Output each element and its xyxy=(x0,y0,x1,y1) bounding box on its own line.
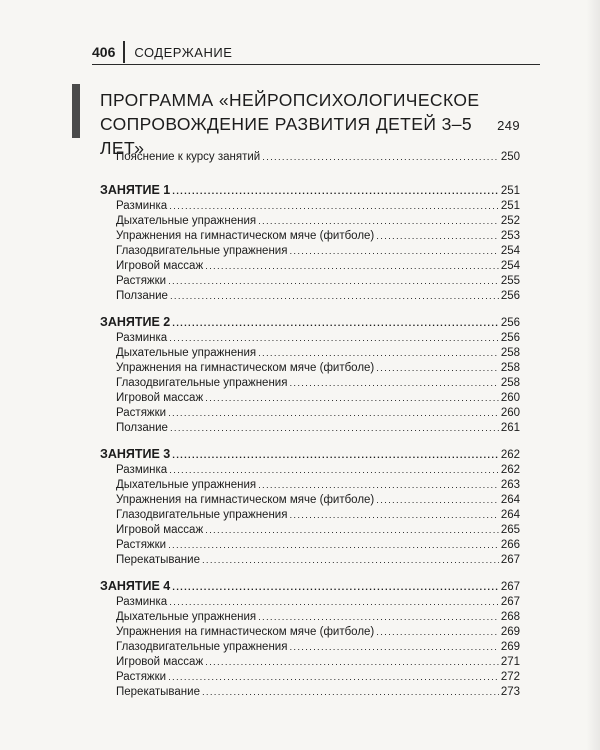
section-marker-bar xyxy=(72,84,80,138)
page-number: 406 xyxy=(92,44,116,60)
leader-dots xyxy=(289,640,498,655)
leader-dots xyxy=(170,421,499,436)
toc-entry-label: Ползание xyxy=(116,290,168,302)
toc-entry-label: Глазодвигательные упражнения xyxy=(116,641,288,653)
toc-entry[interactable] xyxy=(100,625,520,640)
toc-entry-page: 254 xyxy=(500,260,520,272)
leader-dots xyxy=(376,493,499,508)
toc-entry-page: 269 xyxy=(500,641,520,653)
toc-entry-page: 272 xyxy=(500,671,520,683)
toc-entry-page: 273 xyxy=(500,686,520,698)
toc-entry[interactable] xyxy=(100,391,520,406)
toc-entry-label: Растяжки xyxy=(116,275,167,287)
toc-entry-label: Игровой массаж xyxy=(116,392,204,404)
toc-entry[interactable] xyxy=(100,508,520,523)
toc-entry[interactable] xyxy=(100,259,520,274)
lesson-title: ЗАНЯТИЕ 3 xyxy=(100,447,171,461)
toc-entry-page: 256 xyxy=(500,290,520,302)
leader-dots xyxy=(168,538,499,553)
toc-entry-label: Игровой массаж xyxy=(116,524,204,536)
lesson-title: ЗАНЯТИЕ 2 xyxy=(100,315,171,329)
lesson-2 xyxy=(100,314,520,436)
toc-entry-page: 263 xyxy=(500,479,520,491)
toc-entry-page: 252 xyxy=(500,215,520,227)
toc-entry[interactable] xyxy=(100,244,520,259)
toc-entry-label: Упражнения на гимнастическом мяче (фитболе) xyxy=(116,494,375,506)
toc-entry-label: Разминка xyxy=(116,464,168,476)
program-title-line-1: ПРОГРАММА «НЕЙРОПСИХОЛОГИЧЕСКОЕ xyxy=(100,90,480,110)
toc-entry-label: Дыхательные упражнения xyxy=(116,611,257,623)
toc-entry[interactable] xyxy=(100,199,520,214)
leader-dots xyxy=(376,361,499,376)
toc-entry-page: 258 xyxy=(500,362,520,374)
lesson-heading[interactable] xyxy=(100,314,520,331)
toc-entry[interactable] xyxy=(100,289,520,304)
toc-entry-label: Перекатывание xyxy=(116,686,200,698)
leader-dots xyxy=(258,478,499,493)
toc-entry-page: 267 xyxy=(500,596,520,608)
toc-entry-label: Игровой массаж xyxy=(116,260,204,272)
toc-entry-page: 258 xyxy=(500,377,520,389)
leader-dots xyxy=(205,523,499,538)
lesson-page: 267 xyxy=(500,581,520,593)
leader-dots xyxy=(289,376,498,391)
program-title-line-2: СОПРОВОЖДЕНИЕ РАЗВИТИЯ ДЕТЕЙ 3–5 ЛЕТ» xyxy=(100,114,472,158)
toc-entry-label: Упражнения на гимнастическом мяче (фитболе) xyxy=(116,362,375,374)
toc-entry-page: 269 xyxy=(500,626,520,638)
leader-dots xyxy=(258,214,499,229)
leader-dots xyxy=(289,244,498,259)
page-fold-shadow xyxy=(586,0,600,750)
toc-entry-page: 261 xyxy=(500,422,520,434)
toc-entry-page: 271 xyxy=(500,656,520,668)
toc-intro xyxy=(100,150,520,165)
toc-entry[interactable] xyxy=(100,610,520,625)
toc-entry-page: 268 xyxy=(500,611,520,623)
toc-entry-page: 262 xyxy=(500,464,520,476)
toc-entry-label: Дыхательные упражнения xyxy=(116,215,257,227)
leader-dots xyxy=(169,331,499,346)
leader-dots xyxy=(258,346,499,361)
toc-entry[interactable] xyxy=(100,685,520,700)
toc-entry-label: Разминка xyxy=(116,332,168,344)
toc-entry-label: Разминка xyxy=(116,596,168,608)
program-page: 249 xyxy=(497,118,520,133)
leader-dots xyxy=(170,289,499,304)
lesson-heading[interactable] xyxy=(100,182,520,199)
toc-entry-label: Упражнения на гимнастическом мяче (фитболе) xyxy=(116,626,375,638)
leader-dots xyxy=(205,391,499,406)
leader-dots xyxy=(262,150,499,165)
toc-entry-page: 250 xyxy=(500,151,520,163)
header-divider xyxy=(123,41,125,63)
toc-entry-label: Глазодвигательные упражнения xyxy=(116,245,288,257)
toc-entry[interactable] xyxy=(100,670,520,685)
lesson-title: ЗАНЯТИЕ 1 xyxy=(100,183,171,197)
toc-entry-page: 266 xyxy=(500,539,520,551)
leader-dots xyxy=(169,199,499,214)
leader-dots xyxy=(172,447,499,464)
toc-entry-page: 255 xyxy=(500,275,520,287)
toc-entry-label: Растяжки xyxy=(116,407,167,419)
toc-entry[interactable] xyxy=(100,538,520,553)
lesson-3 xyxy=(100,446,520,568)
toc-entry-label: Упражнения на гимнастическом мяче (фитболе) xyxy=(116,230,375,242)
leader-dots xyxy=(168,670,499,685)
leader-dots xyxy=(168,274,499,289)
running-head: СОДЕРЖАНИЕ xyxy=(134,44,233,60)
leader-dots xyxy=(172,183,499,200)
leader-dots xyxy=(202,553,499,568)
lesson-1 xyxy=(100,182,520,304)
toc-entry[interactable] xyxy=(100,640,520,655)
toc-entry[interactable] xyxy=(100,421,520,436)
toc-entry-label: Разминка xyxy=(116,200,168,212)
toc-entry-page: 253 xyxy=(500,230,520,242)
toc-entry-page: 256 xyxy=(500,332,520,344)
toc-entry-label: Глазодвигательные упражнения xyxy=(116,377,288,389)
leader-dots xyxy=(376,229,499,244)
toc-entry[interactable] xyxy=(100,214,520,229)
toc-entry-label: Дыхательные упражнения xyxy=(116,347,257,359)
toc-entry[interactable] xyxy=(100,478,520,493)
toc-entry[interactable] xyxy=(100,463,520,478)
toc-entry[interactable] xyxy=(100,376,520,391)
leader-dots xyxy=(289,508,498,523)
lesson-4 xyxy=(100,578,520,700)
toc-entry-label: Глазодвигательные упражнения xyxy=(116,509,288,521)
page-header xyxy=(92,40,540,65)
leader-dots xyxy=(205,259,499,274)
toc-entry-label: Дыхательные упражнения xyxy=(116,479,257,491)
toc-entry[interactable] xyxy=(100,406,520,421)
leader-dots xyxy=(168,406,499,421)
toc-entry[interactable] xyxy=(100,655,520,670)
toc-entry-page: 267 xyxy=(500,554,520,566)
toc-entry[interactable] xyxy=(100,361,520,376)
toc-entry[interactable] xyxy=(100,331,520,346)
toc-entry[interactable] xyxy=(100,274,520,289)
leader-dots xyxy=(169,595,499,610)
toc-entry-page: 251 xyxy=(500,200,520,212)
toc-entry-intro[interactable] xyxy=(100,150,520,165)
toc-entry-page: 264 xyxy=(500,494,520,506)
leader-dots xyxy=(169,463,499,478)
lesson-heading[interactable] xyxy=(100,446,520,463)
lesson-page: 262 xyxy=(500,449,520,461)
leader-dots xyxy=(172,579,499,596)
toc-entry-page: 254 xyxy=(500,245,520,257)
toc-entry-page: 264 xyxy=(500,509,520,521)
toc-entry-page: 265 xyxy=(500,524,520,536)
toc-entry-label: Ползание xyxy=(116,422,168,434)
toc-entry-page: 258 xyxy=(500,347,520,359)
leader-dots xyxy=(172,315,499,332)
toc-entry-page: 260 xyxy=(500,392,520,404)
lesson-title: ЗАНЯТИЕ 4 xyxy=(100,579,171,593)
toc-entry-label: Перекатывание xyxy=(116,554,200,566)
toc-entry[interactable] xyxy=(100,493,520,508)
lesson-page: 251 xyxy=(500,185,520,197)
toc-entry-label: Растяжки xyxy=(116,539,167,551)
toc-entry-label: Пояснение к курсу занятий xyxy=(116,151,261,163)
toc-entry-label: Растяжки xyxy=(116,671,167,683)
lesson-heading[interactable] xyxy=(100,578,520,595)
toc-entry-label: Игровой массаж xyxy=(116,656,204,668)
leader-dots xyxy=(376,625,499,640)
toc-entry[interactable] xyxy=(100,553,520,568)
toc-entry[interactable] xyxy=(100,229,520,244)
leader-dots xyxy=(258,610,499,625)
toc-entry[interactable] xyxy=(100,346,520,361)
toc-entry[interactable] xyxy=(100,523,520,538)
leader-dots xyxy=(202,685,499,700)
toc-entry[interactable] xyxy=(100,595,520,610)
lesson-page: 256 xyxy=(500,317,520,329)
leader-dots xyxy=(205,655,499,670)
toc-entry-page: 260 xyxy=(500,407,520,419)
